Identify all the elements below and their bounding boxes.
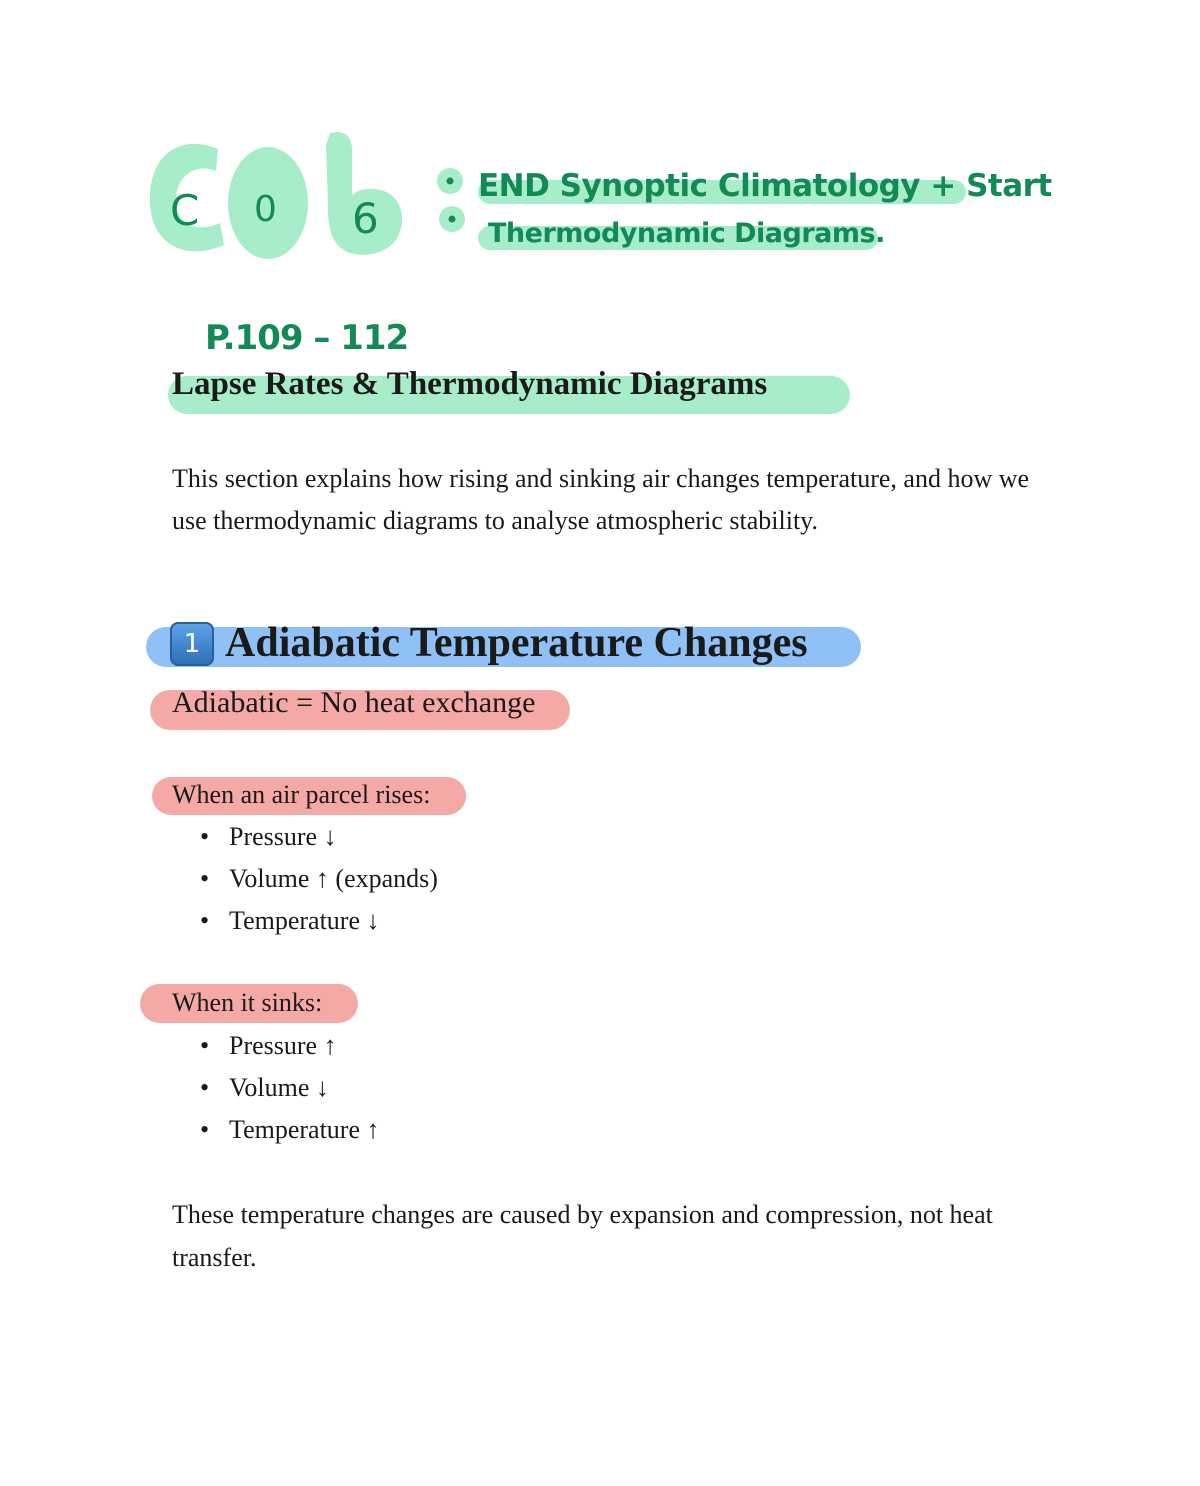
rises-label: When an air parcel rises: <box>172 780 431 809</box>
handwritten-title-line2: Thermodynamic Diagrams. <box>488 218 885 249</box>
code-letter-c: C <box>170 186 200 235</box>
number-one-icon: 1 <box>170 622 214 666</box>
list-item: • Volume ↑ (expands) <box>172 858 438 900</box>
sinks-list <box>172 1025 380 1151</box>
list-item: • Temperature ↑ <box>172 1109 380 1151</box>
list-item: • Volume ↓ <box>172 1067 380 1109</box>
code-letter-0: 0 <box>254 189 277 230</box>
handwritten-colon <box>432 165 472 235</box>
handwritten-title-line1: END Synoptic Climatology + Start <box>478 168 1052 204</box>
page-range-handwritten: P.109 – 112 <box>205 318 409 358</box>
sinks-label: When it sinks: <box>172 988 323 1017</box>
conclusion-paragraph: These temperature changes are caused by expansion and compression, not heat transfer. <box>172 1200 993 1272</box>
rises-list <box>172 816 438 942</box>
heading-adiabatic: Adiabatic Temperature Changes <box>225 620 808 666</box>
adiabatic-definition: Adiabatic = No heat exchange <box>172 686 536 719</box>
section-title: Lapse Rates & Thermodynamic Diagrams <box>172 366 768 402</box>
intro-paragraph: This section explains how rising and sinking air changes temperature, and how we use thermodynamic diagrams to analyse atmospheric stability. <box>172 464 1030 535</box>
code-letter-6: 6 <box>352 194 379 243</box>
course-code-handwritten <box>140 125 410 270</box>
list-item: • Temperature ↓ <box>172 900 438 942</box>
handwritten-title <box>470 160 1052 270</box>
list-item: • Pressure ↑ <box>172 1025 380 1067</box>
list-item: • Pressure ↓ <box>172 816 438 858</box>
